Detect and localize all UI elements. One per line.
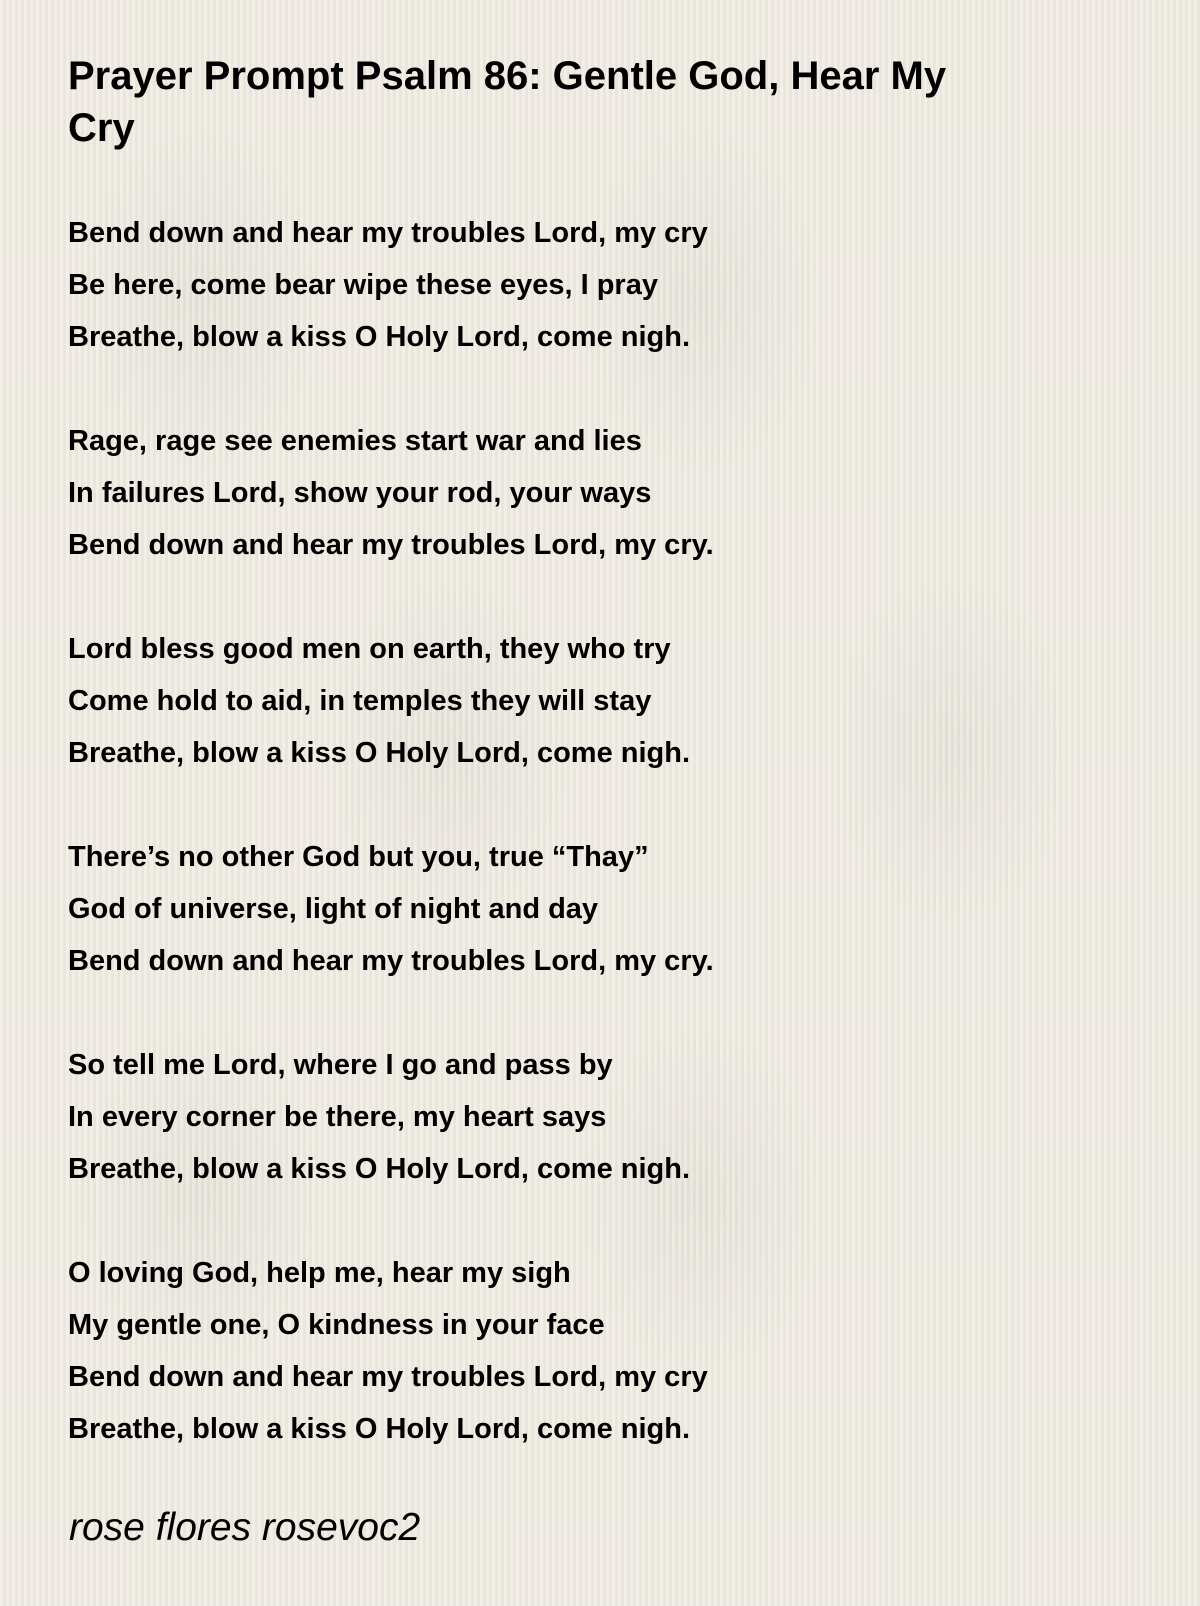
poem-line: God of universe, light of night and day bbox=[68, 893, 599, 925]
poem-line: Bend down and hear my troubles Lord, my cry. bbox=[68, 529, 714, 561]
poem-line: My gentle one, O kindness in your face bbox=[68, 1309, 605, 1341]
poem-line: Breathe, blow a kiss O Holy Lord, come nigh. bbox=[68, 737, 691, 769]
stanza bbox=[68, 207, 1068, 363]
poem-title: Prayer Prompt Psalm 86: Gentle God, Hear My Cry bbox=[68, 54, 947, 150]
poem-line: Lord bless good men on earth, they who try bbox=[68, 633, 671, 665]
poem-line: Rage, rage see enemies start war and lies bbox=[68, 425, 642, 457]
poem-body bbox=[68, 207, 1068, 1455]
poem-line: Be here, come bear wipe these eyes, I pray bbox=[68, 269, 658, 301]
stanza bbox=[68, 1039, 1068, 1195]
stanza bbox=[68, 831, 1068, 987]
poem-page bbox=[68, 50, 1068, 1507]
poem-line: Breathe, blow a kiss O Holy Lord, come nigh. bbox=[68, 1413, 691, 1445]
poem-line: Breathe, blow a kiss O Holy Lord, come nigh. bbox=[68, 1153, 691, 1185]
poem-line: In failures Lord, show your rod, your ways bbox=[68, 477, 652, 509]
poem-line: Breathe, blow a kiss O Holy Lord, come nigh. bbox=[68, 321, 691, 353]
poem-line: Bend down and hear my troubles Lord, my cry bbox=[68, 1361, 708, 1393]
poem-line: O loving God, help me, hear my sigh bbox=[68, 1257, 571, 1289]
poem-line: There’s no other God but you, true “Thay” bbox=[68, 841, 649, 873]
poem-line: In every corner be there, my heart says bbox=[68, 1101, 607, 1133]
poem-author: rose flores rosevoc2 bbox=[69, 1506, 421, 1549]
poem-line: So tell me Lord, where I go and pass by bbox=[68, 1049, 613, 1081]
poem-line: Bend down and hear my troubles Lord, my cry. bbox=[68, 945, 714, 977]
poem-line: Bend down and hear my troubles Lord, my cry bbox=[68, 217, 708, 249]
stanza bbox=[68, 415, 1068, 571]
poem-line: Come hold to aid, in temples they will stay bbox=[68, 685, 652, 717]
stanza bbox=[68, 1247, 1068, 1455]
stanza bbox=[68, 623, 1068, 779]
